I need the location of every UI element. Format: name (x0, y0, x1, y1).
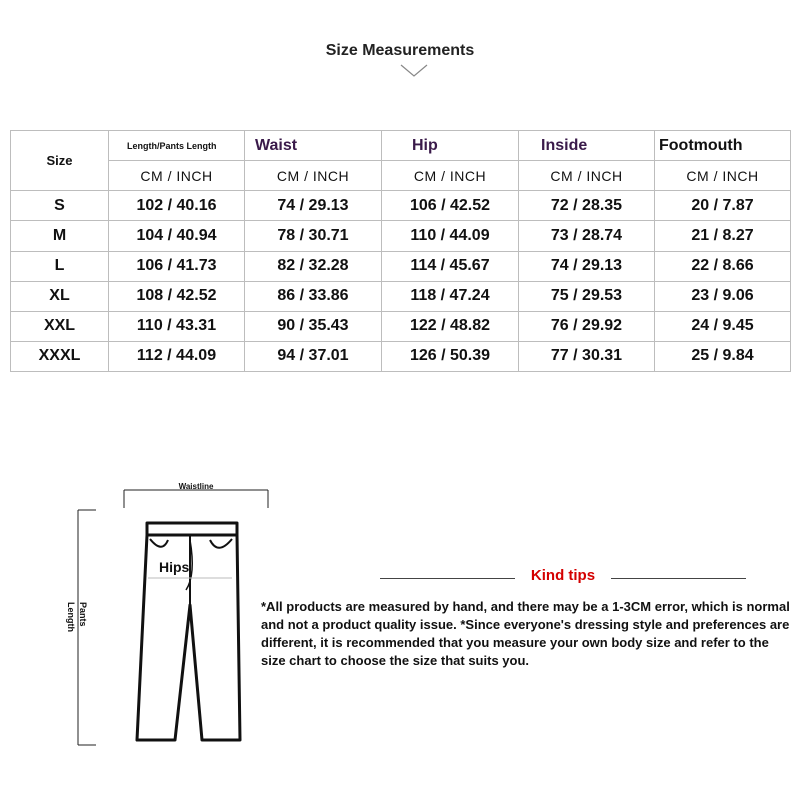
size-cell: S (11, 191, 109, 221)
length-cell: 102 / 40.16 (109, 191, 245, 221)
waist-cell: 94 / 37.01 (245, 341, 382, 371)
chevron-down-icon (400, 62, 428, 78)
footmouth-cell: 25 / 9.84 (655, 341, 791, 371)
footmouth-cell: 22 / 8.66 (655, 251, 791, 281)
kind-tips-title: Kind tips (525, 567, 601, 584)
hips-label: Hips (159, 559, 190, 575)
waistline-label: Waistline (178, 482, 214, 491)
length-cell: 108 / 42.52 (109, 281, 245, 311)
inside-cell: 73 / 28.74 (519, 221, 655, 251)
size-column-header: Size (11, 131, 109, 191)
inside-cell: 76 / 29.92 (519, 311, 655, 341)
table-header-row (11, 131, 791, 161)
unit-label: CM / INCH (382, 161, 519, 191)
size-table (10, 130, 791, 372)
unit-label: CM / INCH (655, 161, 791, 191)
table-row (11, 281, 791, 311)
kind-tips-title-wrap (380, 567, 746, 584)
unit-label: CM / INCH (245, 161, 382, 191)
waistline-bracket (124, 490, 268, 508)
hip-cell: 118 / 47.24 (382, 281, 519, 311)
hip-cell: 122 / 48.82 (382, 311, 519, 341)
footmouth-cell: 21 / 8.27 (655, 221, 791, 251)
inside-cell: 74 / 29.13 (519, 251, 655, 281)
column-header-length: Length/Pants Length (109, 131, 245, 161)
table-row (11, 311, 791, 341)
size-cell: XXL (11, 311, 109, 341)
kind-tips-heading (380, 567, 746, 589)
hip-cell: 106 / 42.52 (382, 191, 519, 221)
unit-label: CM / INCH (519, 161, 655, 191)
length-cell: 104 / 40.94 (109, 221, 245, 251)
size-cell: L (11, 251, 109, 281)
pants-outline (137, 523, 240, 740)
column-header-waist: Waist (245, 131, 382, 161)
waist-cell: 74 / 29.13 (245, 191, 382, 221)
size-cell: XL (11, 281, 109, 311)
unit-row (11, 161, 791, 191)
unit-label: CM / INCH (109, 161, 245, 191)
hip-cell: 110 / 44.09 (382, 221, 519, 251)
waist-cell: 78 / 30.71 (245, 221, 382, 251)
waist-cell: 82 / 32.28 (245, 251, 382, 281)
waist-cell: 90 / 35.43 (245, 311, 382, 341)
hip-cell: 114 / 45.67 (382, 251, 519, 281)
footmouth-cell: 23 / 9.06 (655, 281, 791, 311)
length-cell: 106 / 41.73 (109, 251, 245, 281)
hip-cell: 126 / 50.39 (382, 341, 519, 371)
page-title: Size Measurements (325, 42, 475, 59)
table-row (11, 251, 791, 281)
table-row (11, 191, 791, 221)
column-header-inside: Inside (519, 131, 655, 161)
pants-length-bracket (78, 510, 96, 745)
inside-cell: 77 / 30.31 (519, 341, 655, 371)
inside-cell: 75 / 29.53 (519, 281, 655, 311)
size-cell: XXXL (11, 341, 109, 371)
pants-length-label-1: Pants (78, 602, 88, 627)
column-header-footmouth: Footmouth (655, 131, 791, 161)
length-cell: 112 / 44.09 (109, 341, 245, 371)
table-row (11, 221, 791, 251)
waist-cell: 86 / 33.86 (245, 281, 382, 311)
column-header-hip: Hip (382, 131, 519, 161)
size-cell: M (11, 221, 109, 251)
length-cell: 110 / 43.31 (109, 311, 245, 341)
inside-cell: 72 / 28.35 (519, 191, 655, 221)
table-row (11, 341, 791, 371)
footmouth-cell: 24 / 9.45 (655, 311, 791, 341)
footmouth-cell: 20 / 7.87 (655, 191, 791, 221)
kind-tips-body: *All products are measured by hand, and there may be a 1-3CM error, which is normal and not a product quality issue. *Since everyone's dressing style and preferences are different, it is recommended that you measure your own body size and refer to the size chart to choose the size that suits you. (261, 599, 790, 668)
pants-length-label-2: Length (66, 602, 76, 632)
